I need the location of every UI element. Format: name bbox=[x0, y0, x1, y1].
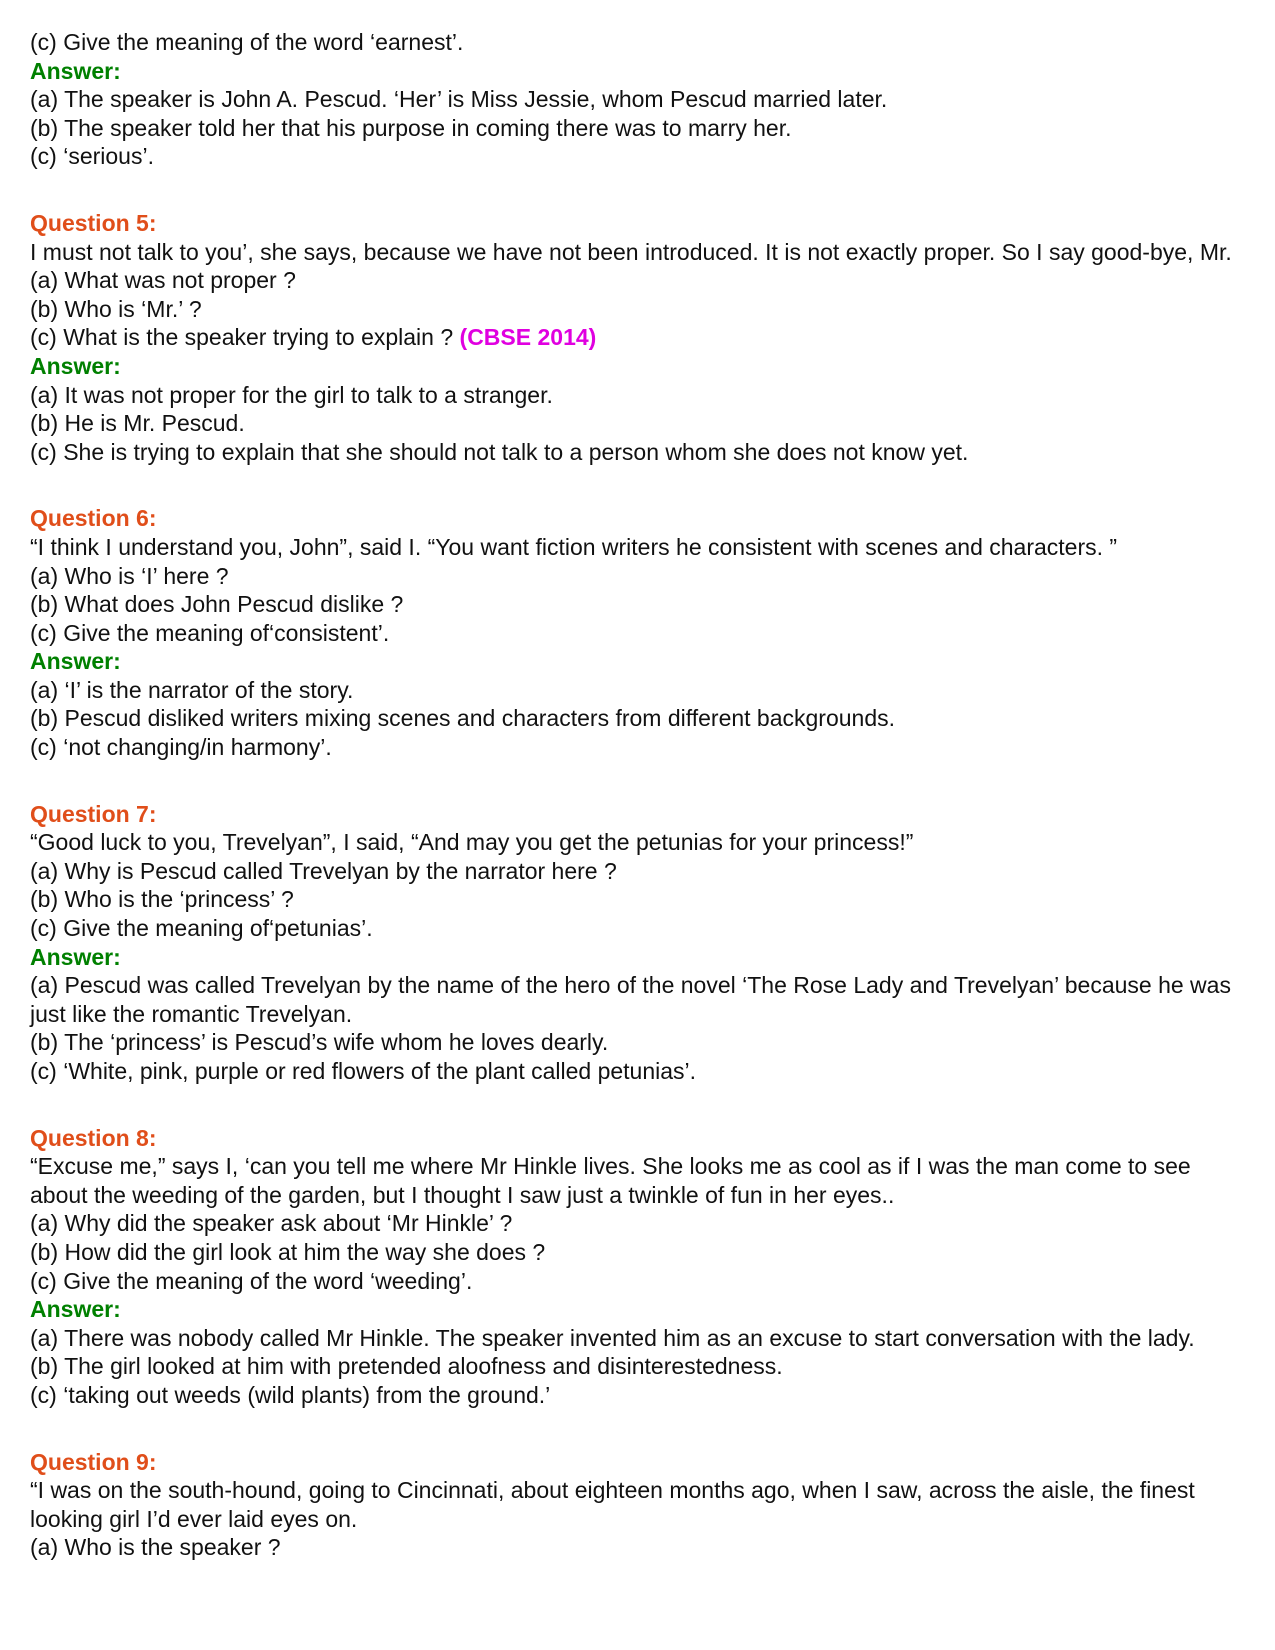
sub-question-a: (a) Why is Pescud called Trevelyan by the narrator here ? bbox=[30, 857, 617, 884]
question-passage: “Good luck to you, Trevelyan”, I said, “And may you get the petunias for your princess!” bbox=[30, 829, 914, 856]
sub-question-c: (c) Give the meaning of the word ‘earnest’. bbox=[30, 29, 464, 55]
question-passage: “Excuse me,” says I, ‘can you tell me where Mr Hinkle lives. She looks me as cool as if I was the man come to see about the weeding of the garden, but I thought I saw just a twinkle of fun in her eyes.. bbox=[30, 1153, 1191, 1208]
question-6 bbox=[30, 504, 1250, 761]
section-gap bbox=[30, 171, 1250, 209]
answer-heading: Answer: bbox=[30, 352, 121, 379]
answer-heading: Answer: bbox=[30, 1296, 121, 1323]
question-5 bbox=[30, 209, 1250, 466]
sub-question-a: (a) What was not proper ? bbox=[30, 267, 296, 294]
answer-c: (c) ‘White, pink, purple or red flowers of the plant called petunias’. bbox=[30, 1058, 697, 1084]
answer-a: (a) Pescud was called Trevelyan by the name of the hero of the novel ‘The Rose Lady and Trevelyan’ because he was just like the romantic Trevelyan. bbox=[30, 972, 1231, 1027]
document-page bbox=[30, 28, 1250, 1562]
sub-question-a: (a) Who is ‘I’ here ? bbox=[30, 562, 229, 589]
question-heading: Question 7: bbox=[30, 800, 157, 827]
answer-a: (a) There was nobody called Mr Hinkle. The speaker invented him as an excuse to start conversation with the lady. bbox=[30, 1324, 1195, 1351]
question-9 bbox=[30, 1448, 1250, 1562]
answer-b: (b) The ‘princess’ is Pescud’s wife whom he loves dearly. bbox=[30, 1029, 609, 1056]
sub-question-b: (b) Who is ‘Mr.’ ? bbox=[30, 295, 202, 322]
answer-a: (a) ‘I’ is the narrator of the story. bbox=[30, 676, 354, 703]
answer-a: (a) It was not proper for the girl to talk to a stranger. bbox=[30, 381, 553, 408]
section-gap bbox=[30, 1410, 1250, 1448]
section-gap bbox=[30, 762, 1250, 800]
sub-question-c-text: (c) What is the speaker trying to explain ? bbox=[30, 324, 454, 351]
question-passage: I must not talk to you’, she says, because we have not been introduced. It is not exactly proper. So I say good-bye, Mr. bbox=[30, 238, 1232, 265]
question-4-tail bbox=[30, 28, 1250, 171]
question-heading: Question 5: bbox=[30, 209, 157, 236]
question-heading: Question 6: bbox=[30, 505, 157, 532]
answer-heading: Answer: bbox=[30, 57, 121, 84]
sub-question-c bbox=[30, 323, 1250, 352]
answer-c: (c) ‘not changing/in harmony’. bbox=[30, 734, 332, 761]
sub-question-b: (b) Who is the ‘princess’ ? bbox=[30, 886, 294, 913]
sub-question-b: (b) What does John Pescud dislike ? bbox=[30, 591, 404, 618]
answer-b: (b) Pescud disliked writers mixing scenes and characters from different backgrounds. bbox=[30, 705, 896, 732]
answer-a: (a) The speaker is John A. Pescud. ‘Her’ is Miss Jessie, whom Pescud married later. bbox=[30, 86, 888, 113]
sub-question-c: (c) Give the meaning of‘petunias’. bbox=[30, 915, 373, 942]
answer-c: (c) She is trying to explain that she should not talk to a person whom she does not know yet. bbox=[30, 438, 969, 465]
question-7 bbox=[30, 800, 1250, 1086]
question-heading: Question 9: bbox=[30, 1448, 157, 1475]
sub-question-c: (c) Give the meaning of‘consistent’. bbox=[30, 619, 390, 646]
sub-question-c: (c) Give the meaning of the word ‘weeding’. bbox=[30, 1267, 473, 1294]
answer-heading: Answer: bbox=[30, 943, 121, 970]
question-8 bbox=[30, 1124, 1250, 1410]
answer-b: (b) The speaker told her that his purpose in coming there was to marry her. bbox=[30, 114, 792, 141]
answer-c: (c) ‘taking out weeds (wild plants) from the ground.’ bbox=[30, 1381, 551, 1408]
question-passage: “I was on the south-hound, going to Cincinnati, about eighteen months ago, when I saw, across the aisle, the finest looking girl I’d ever laid eyes on. bbox=[30, 1477, 1195, 1532]
sub-question-b: (b) How did the girl look at him the way she does ? bbox=[30, 1238, 546, 1265]
question-passage: “I think I understand you, John”, said I. “You want fiction writers he consistent with scenes and characters. ” bbox=[30, 533, 1118, 560]
exam-tag: (CBSE 2014) bbox=[459, 324, 597, 351]
answer-b: (b) He is Mr. Pescud. bbox=[30, 410, 245, 437]
section-gap bbox=[30, 1086, 1250, 1124]
question-heading: Question 8: bbox=[30, 1124, 157, 1151]
answer-heading: Answer: bbox=[30, 648, 121, 675]
answer-b: (b) The girl looked at him with pretended aloofness and disinterestedness. bbox=[30, 1353, 783, 1380]
answer-c: (c) ‘serious’. bbox=[30, 143, 154, 170]
sub-question-a: (a) Who is the speaker ? bbox=[30, 1534, 281, 1561]
section-gap bbox=[30, 466, 1250, 504]
sub-question-a: (a) Why did the speaker ask about ‘Mr Hinkle’ ? bbox=[30, 1210, 513, 1237]
